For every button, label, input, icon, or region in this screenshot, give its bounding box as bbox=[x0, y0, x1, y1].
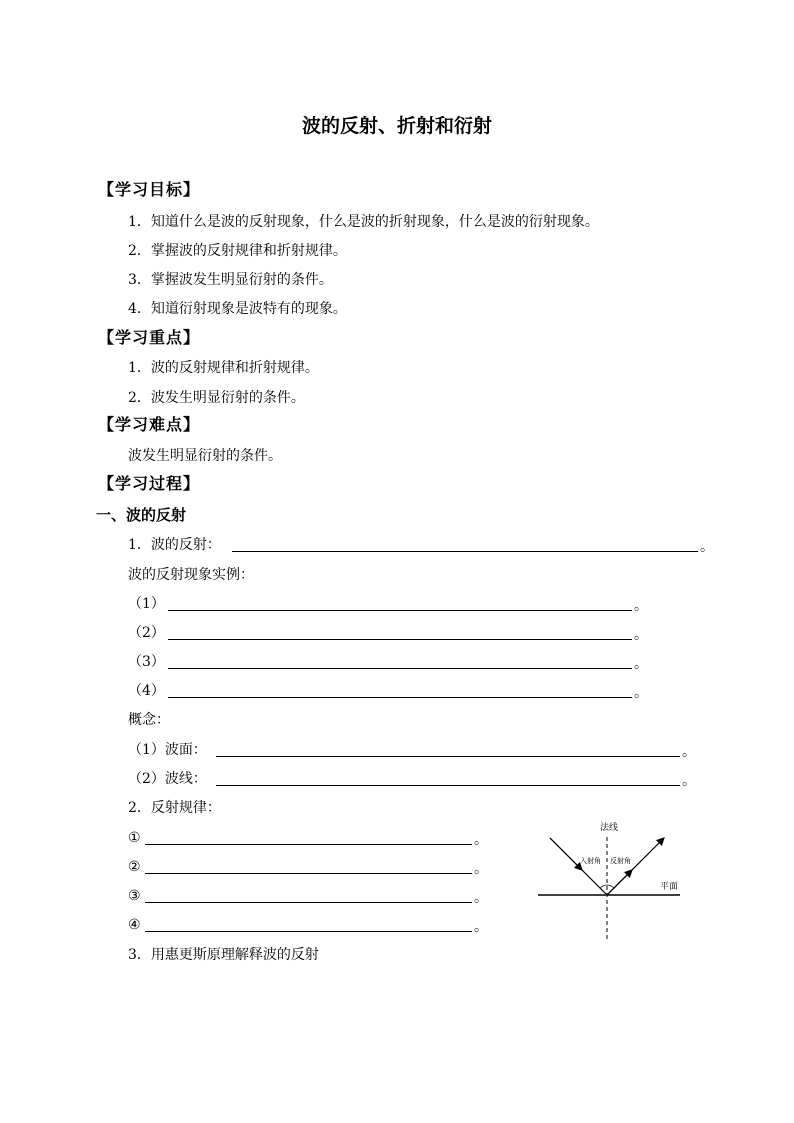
reflected-arrow-mid bbox=[607, 870, 632, 895]
reflect-angle-label: 反射角 bbox=[610, 857, 631, 865]
period: 。 bbox=[682, 744, 696, 760]
law-blank-1[interactable] bbox=[145, 844, 472, 845]
incident-arrow bbox=[550, 838, 582, 870]
concept-ray-label: （2）波线： bbox=[128, 771, 207, 787]
normal-label: 法线 bbox=[600, 823, 619, 833]
example-blank-1[interactable] bbox=[168, 610, 632, 611]
period: 。 bbox=[474, 861, 488, 877]
key-point-item-1: 1．波的反射规律和折射规律。 bbox=[128, 360, 319, 376]
period: 。 bbox=[682, 773, 696, 789]
huygens-label: 3．用惠更斯原理解释波的反射 bbox=[128, 947, 319, 963]
key-points-heading: 【学习重点】 bbox=[98, 328, 201, 347]
law-blank-4[interactable] bbox=[145, 931, 472, 932]
period: 。 bbox=[474, 919, 488, 935]
law-blank-2[interactable] bbox=[145, 873, 472, 874]
plane-label: 平面 bbox=[660, 882, 679, 892]
objective-item-4: 4．知道衍射现象是波特有的现象。 bbox=[128, 301, 347, 317]
definition-blank[interactable] bbox=[232, 551, 698, 552]
law-marker-3: ③ bbox=[128, 888, 141, 904]
example-marker-2: （2） bbox=[128, 625, 165, 641]
period: 。 bbox=[634, 656, 648, 672]
concept-wavefront-label: （1）波面： bbox=[128, 742, 207, 758]
example-blank-2[interactable] bbox=[168, 639, 632, 640]
period: 。 bbox=[474, 890, 488, 906]
law-marker-2: ② bbox=[128, 859, 141, 875]
period: 。 bbox=[634, 685, 648, 701]
example-blank-3[interactable] bbox=[168, 668, 632, 669]
difficulties-heading: 【学习难点】 bbox=[98, 415, 201, 434]
period: 。 bbox=[634, 598, 648, 614]
example-blank-4[interactable] bbox=[168, 697, 632, 698]
reflection-heading: 一、波的反射 bbox=[96, 506, 187, 524]
reflection-diagram bbox=[530, 815, 690, 945]
law-marker-4: ④ bbox=[128, 917, 141, 933]
key-point-item-2: 2．波发生明显衍射的条件。 bbox=[128, 390, 305, 406]
period: 。 bbox=[634, 627, 648, 643]
objectives-heading: 【学习目标】 bbox=[98, 180, 201, 199]
concept-wavefront-blank[interactable] bbox=[216, 756, 680, 757]
incident-angle-label: 入射角 bbox=[580, 857, 601, 865]
period: 。 bbox=[474, 832, 488, 848]
example-marker-3: （3） bbox=[128, 654, 165, 670]
example-marker-1: （1） bbox=[128, 596, 165, 612]
concept-ray-blank[interactable] bbox=[216, 785, 680, 786]
definition-label: 1．波的反射： bbox=[128, 537, 221, 553]
period: 。 bbox=[700, 539, 714, 555]
objective-item-2: 2．掌握波的反射规律和折射规律。 bbox=[128, 243, 347, 259]
page-title: 波的反射、折射和衍射 bbox=[301, 115, 492, 137]
objective-item-3: 3．掌握波发生明显衍射的条件。 bbox=[128, 272, 333, 288]
law-blank-3[interactable] bbox=[145, 902, 472, 903]
difficulty-text: 波发生明显衍射的条件。 bbox=[128, 448, 282, 464]
law-marker-1: ① bbox=[128, 830, 141, 846]
law-label: 2．反射规律： bbox=[128, 800, 221, 816]
concept-label: 概念： bbox=[128, 712, 170, 728]
examples-label: 波的反射现象实例： bbox=[128, 567, 254, 583]
process-heading: 【学习过程】 bbox=[98, 474, 201, 493]
example-marker-4: （4） bbox=[128, 683, 165, 699]
objective-item-1: 1．知道什么是波的反射现象，什么是波的折射现象，什么是波的衍射现象。 bbox=[128, 214, 599, 230]
